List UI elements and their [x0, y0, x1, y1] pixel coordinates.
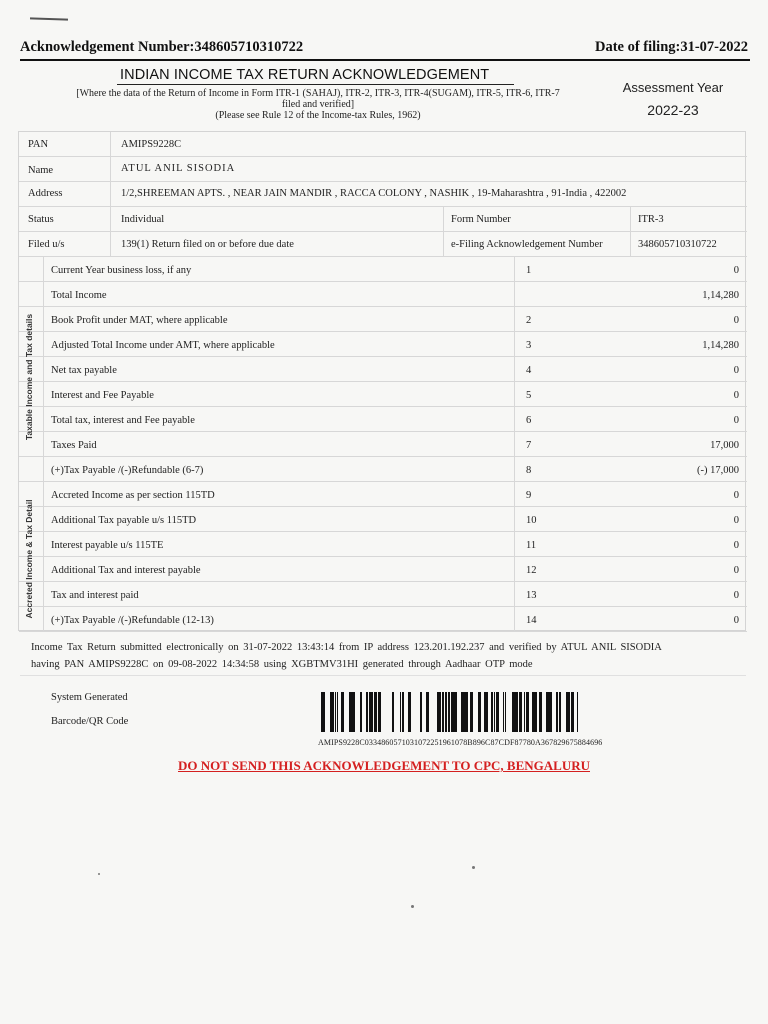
- barcode-bar: [323, 692, 324, 732]
- barcode-bar: [420, 692, 421, 732]
- name-value: ATUL ANIL SISODIA: [121, 163, 236, 174]
- subtitle-line: filed and verified]: [281, 99, 355, 110]
- row-number: 11: [526, 540, 537, 551]
- barcode-bar: [556, 692, 558, 732]
- row-label: Accreted Income as per section 115TD: [51, 490, 215, 501]
- barcode-bar: [559, 692, 561, 732]
- barcode-bar: [366, 692, 368, 732]
- acknowledgement-number: Acknowledgement Number:348605710310722: [20, 39, 304, 55]
- barcode-bar: [371, 692, 372, 732]
- barcode-bar: [491, 692, 493, 732]
- table-row: [19, 482, 747, 507]
- status-value: Individual: [121, 214, 165, 225]
- table-row: [19, 382, 747, 407]
- barcode-bar: [478, 692, 481, 732]
- barcode-bar: [524, 692, 525, 732]
- barcode-bar: [330, 692, 331, 732]
- row-label: Interest payable u/s 115TE: [51, 540, 164, 551]
- row-number: 1: [526, 265, 532, 276]
- row-label: Book Profit under MAT, where applicable: [51, 315, 228, 326]
- table-row: [19, 532, 747, 557]
- table-row: [19, 257, 747, 282]
- row-value: 0: [733, 315, 739, 326]
- scan-mark: [30, 17, 68, 20]
- barcode-bar: [549, 692, 552, 732]
- efiling-label: e-Filing Acknowledgement Number: [451, 239, 603, 250]
- name-row: [19, 157, 747, 182]
- row-value: 17,000: [710, 440, 739, 451]
- barcode-bar: [568, 692, 569, 732]
- row-value: 1,14,280: [702, 290, 739, 301]
- barcode-bar: [360, 692, 362, 732]
- form-number-label: Form Number: [451, 214, 511, 225]
- barcode-image: [321, 692, 578, 732]
- row-number: 4: [526, 365, 532, 376]
- barcode-bar: [470, 692, 473, 732]
- barcode-bar: [402, 692, 404, 732]
- row-number: 2: [526, 315, 532, 326]
- row-value: 1,14,280: [702, 340, 739, 351]
- table-row: [19, 457, 747, 482]
- barcode-bar: [546, 692, 549, 732]
- row-value: 0: [733, 515, 739, 526]
- divider: [20, 675, 746, 676]
- barcode-bar: [485, 692, 488, 732]
- barcode-bar: [454, 692, 457, 732]
- col-divider: [110, 132, 111, 257]
- address-value: 1/2,SHREEMAN APTS. , NEAR JAIN MANDIR , RACCA COLONY , NASHIK , 19-Maharashtra , 91-India , 422002: [121, 188, 627, 199]
- row-value: 0: [733, 565, 739, 576]
- row-number: 3: [526, 340, 532, 351]
- barcode-bar: [437, 692, 440, 732]
- barcode-bar: [353, 692, 355, 732]
- barcode-bar: [463, 692, 466, 732]
- barcode-bar: [461, 692, 463, 732]
- row-number: 12: [526, 565, 537, 576]
- barcode-bar: [442, 692, 444, 732]
- table-row: [19, 332, 747, 357]
- barcode-bar: [378, 692, 381, 732]
- row-label: Interest and Fee Payable: [51, 390, 154, 401]
- barcode-bar: [519, 692, 522, 732]
- barcode-bar: [451, 692, 454, 732]
- row-number: 10: [526, 515, 537, 526]
- table-row: [19, 307, 747, 332]
- barcode-bar: [337, 692, 338, 732]
- status-row: [19, 207, 747, 232]
- barcode-bar: [335, 692, 336, 732]
- row-label: Net tax payable: [51, 365, 117, 376]
- note-line: having PAN AMIPS9228C on 09-08-2022 14:34:58 using XGBTMV31HI generated through Aadhaar OTP mode: [31, 659, 533, 670]
- row-value: 0: [733, 415, 739, 426]
- barcode-bar: [331, 692, 333, 732]
- barcode-bar: [515, 692, 518, 732]
- row-number: 5: [526, 390, 532, 401]
- subtitle-line: [Where the data of the Return of Income in Form ITR-1 (SAHAJ), ITR-2, ITR-3, ITR-4(SUGAM), ITR-5, ITR-6, ITR-7: [76, 88, 560, 99]
- col-divider: [443, 207, 444, 257]
- table-row: [19, 407, 747, 432]
- barcode-bar: [494, 692, 495, 732]
- barcode-bar: [372, 692, 373, 732]
- barcode-bar: [503, 692, 504, 732]
- barcode-bar: [392, 692, 394, 732]
- row-value: 0: [733, 615, 739, 626]
- barcode-bar: [569, 692, 570, 732]
- barcode-bar: [539, 692, 542, 732]
- barcode-bar: [426, 692, 429, 732]
- barcode-bar: [532, 692, 535, 732]
- row-label: Additional Tax payable u/s 115TD: [51, 515, 197, 526]
- date-of-filing: Date of filing:31-07-2022: [594, 39, 748, 55]
- status-label: Status: [28, 214, 54, 225]
- row-label: Tax and interest paid: [51, 590, 139, 601]
- barcode-bar: [350, 692, 353, 732]
- row-number: 7: [526, 440, 532, 451]
- filed-row: [19, 232, 747, 257]
- row-value: 0: [733, 390, 739, 401]
- pan-label: PAN: [28, 139, 49, 150]
- col-divider: [43, 257, 44, 632]
- barcode-bar: [400, 692, 401, 732]
- pan-value: AMIPS9228C: [121, 139, 182, 150]
- row-label: Taxes Paid: [51, 440, 97, 451]
- col-divider: [630, 207, 631, 257]
- barcode-bar: [324, 692, 325, 732]
- row-value: 0: [733, 365, 739, 376]
- row-label: Current Year business loss, if any: [51, 265, 192, 276]
- barcode-bar: [496, 692, 499, 732]
- row-value: 0: [733, 590, 739, 601]
- form-number-value: ITR-3: [638, 214, 664, 225]
- filed-label: Filed u/s: [28, 239, 65, 250]
- table-row: [19, 432, 747, 457]
- table-row: [19, 557, 747, 582]
- barcode-bar: [577, 692, 578, 732]
- acknowledgement-header: [20, 39, 750, 61]
- barcode-bar: [484, 692, 485, 732]
- row-label: (+)Tax Payable /(-)Refundable (12-13): [51, 615, 214, 626]
- barcode-bar: [421, 692, 422, 732]
- table-row: [19, 582, 747, 607]
- table-row: [19, 357, 747, 382]
- assessment-year-label: Assessment Year: [622, 80, 724, 95]
- barcode-label: Barcode/QR Code: [51, 716, 129, 727]
- row-label: Adjusted Total Income under AMT, where applicable: [51, 340, 275, 351]
- barcode-bar: [440, 692, 441, 732]
- barcode-bar: [321, 692, 323, 732]
- row-label: Additional Tax and interest payable: [51, 565, 201, 576]
- address-row: [19, 182, 747, 207]
- barcode-text: AMIPS9228C0334860571031072251961078B896C87CDF87780A367829675884696: [318, 738, 603, 747]
- barcode-bar: [512, 692, 515, 732]
- accreted-income-side-label: Accreted Income & Tax Detail: [24, 499, 34, 619]
- verification-note: [31, 639, 741, 673]
- taxable-income-side-label: Taxable Income and Tax details: [24, 313, 34, 441]
- subtitle: [28, 88, 608, 121]
- barcode-bar: [505, 692, 506, 732]
- table-row: [19, 282, 747, 307]
- scan-speck: [472, 866, 475, 869]
- row-value: 0: [733, 265, 739, 276]
- row-value: 0: [733, 490, 739, 501]
- assessment-year-value: 2022-23: [647, 102, 699, 118]
- acknowledgement-table: [18, 131, 746, 631]
- efiling-number: 348605710310722: [638, 239, 717, 250]
- row-value: (-) 17,000: [697, 465, 739, 476]
- row-label: (+)Tax Payable /(-)Refundable (6-7): [51, 465, 204, 476]
- system-generated-label: System Generated: [51, 692, 128, 703]
- address-label: Address: [28, 188, 63, 199]
- col-divider: [514, 257, 515, 632]
- filed-value: 139(1) Return filed on or before due date: [121, 239, 294, 250]
- row-number: 9: [526, 490, 532, 501]
- table-row: [19, 607, 747, 632]
- title-underline: [117, 84, 514, 85]
- scan-speck: [98, 873, 100, 875]
- cpc-warning: DO NOT SEND THIS ACKNOWLEDGEMENT TO CPC, BENGALURU: [178, 758, 590, 773]
- row-label: Total Income: [51, 290, 107, 301]
- row-label: Total tax, interest and Fee payable: [51, 415, 195, 426]
- pan-row: [19, 132, 747, 157]
- row-number: 8: [526, 465, 532, 476]
- barcode-bar: [571, 692, 574, 732]
- barcode-bar: [445, 692, 447, 732]
- barcode-bar: [466, 692, 468, 732]
- page-title: INDIAN INCOME TAX RETURN ACKNOWLEDGEMENT: [120, 67, 490, 83]
- barcode-bar: [369, 692, 371, 732]
- barcode-bar: [448, 692, 450, 732]
- barcode-bar: [333, 692, 334, 732]
- row-value: 0: [733, 540, 739, 551]
- barcode-bar: [535, 692, 537, 732]
- note-line: Income Tax Return submitted electronically on 31-07-2022 13:43:14 from IP address 123.201.192.237 and verified by ATUL ANIL SISODIA: [31, 642, 662, 653]
- name-label: Name: [28, 165, 54, 176]
- row-number: 6: [526, 415, 532, 426]
- row-number: 14: [526, 615, 537, 626]
- barcode-bar: [374, 692, 377, 732]
- barcode-bar: [349, 692, 350, 732]
- barcode-bar: [526, 692, 529, 732]
- subtitle-line: (Please see Rule 12 of the Income-tax Rules, 1962): [215, 110, 421, 121]
- barcode-bar: [341, 692, 344, 732]
- barcode-bar: [566, 692, 568, 732]
- barcode-bar: [408, 692, 411, 732]
- scan-speck: [411, 905, 414, 908]
- row-number: 13: [526, 590, 537, 601]
- table-row: [19, 507, 747, 532]
